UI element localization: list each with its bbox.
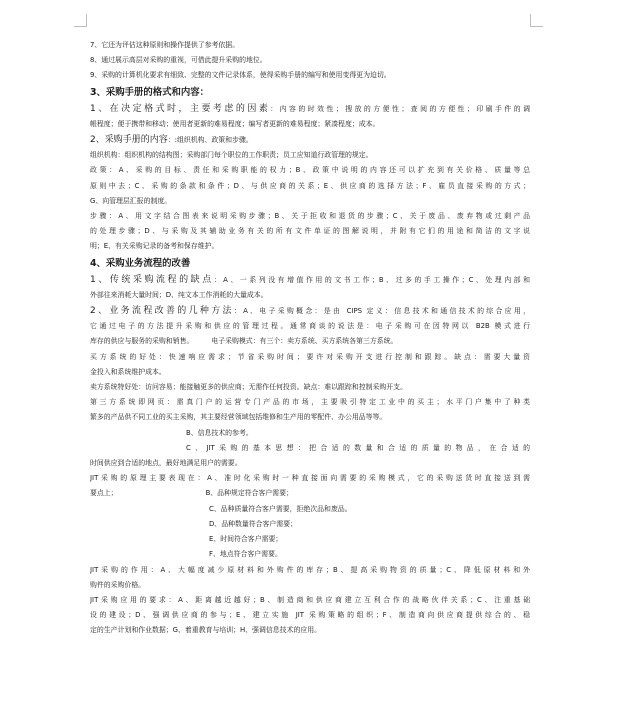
paragraph-line: 购件的采购价格。 [90, 580, 146, 589]
line-segment: B、品种规定符合客户需要； [205, 489, 293, 498]
paragraph-line: 7、它还为评估这种原则和操作提供了参考依据。 [90, 41, 240, 49]
paragraph-line: C、品种质量符合客户需要，拒绝次品和废品。 [209, 504, 352, 513]
page-corner-mark-right [530, 14, 543, 27]
document-page [90, 38, 530, 639]
subheading-methods-text: ：A、电子采购概念：是由 CIPS 定义：信息技术和通信技术的综合应用， [233, 307, 530, 316]
subheading-drawbacks: 1、传统采购流程的缺点 [90, 274, 214, 285]
subsection-methods-line [90, 303, 530, 319]
paragraph-line: 买方系统的好处：快速响应需求；节省采购时间；要许对采购开支进行控制和跟踪。缺点：需要大量资 [90, 352, 530, 361]
paragraph-line: 8、通过展示高层对采购的重视，可借此提升采购的地位。 [90, 56, 267, 65]
paragraph-line: 9、采购的计算机化要求有细致、完整的文件记录体系，使得采购手册的编写和使用变得更为迫切。 [90, 71, 391, 80]
paragraph-line: 卖方系统特好处：访问容易；能接触更多的供应商；无需作任何投资。缺点：难以跟踪和控制采购开支。 [90, 383, 407, 392]
paragraph-line: 时间供应到合适的地点，最好地满足用户的需要。 [90, 459, 242, 468]
paragraph-line: 组织机构：组织机构的结构图；采购部门每个职位的工作职责；员工应知道行政管理的规定。 [90, 151, 373, 160]
paragraph-line: E、时间符合客户需要； [209, 535, 283, 544]
paragraph-line: 政策：A、采购的目标、责任和采购职能的权力；B、政策中说明的内容还可以扩充到有关价格、质量等总 [90, 166, 530, 175]
paragraph-line: 明；E、有关采购记录的备考和保存维护。 [90, 242, 219, 251]
paragraph-line: D、品种数量符合客户需要； [209, 519, 297, 528]
paragraph-line: JIT采购的作用：A、大幅度减少原材料和外购件的库存；B、提高采购物资的质量；C、降低原材料和外 [90, 565, 530, 574]
paragraph-line: 的处理步骤；D、与采购及其辅助业务有关的所有文件单证的图解说明，并附有它们的用途和简洁的文字说 [90, 227, 530, 236]
paragraph-line: 外部往来消耗大量时间；D、纯文本工作消耗的大量成本。 [90, 290, 268, 299]
paragraph-line: 步骤：A、用文字结合图表来说明采购步骤；B、关于拒收和退货的步骤；C、关于废品、废弃物或过剩产品 [90, 212, 530, 221]
line-segment: 库存的供应与服务的采购和销售。 [90, 337, 194, 346]
subsection-format-line [90, 101, 530, 117]
subheading-drawbacks-text: ：A、一系列没有增值作用的文书工作；B、过多的手工操作；C、处理内部和 [213, 275, 530, 284]
page-corner-mark-left [74, 14, 87, 27]
section-heading-4: 4、采购业务流程的改善 [90, 257, 191, 269]
subsection-content-line [90, 132, 530, 148]
line-segment: 要点上； [90, 489, 118, 498]
paragraph-line: 帳程度；便于携带和移动；使用者更新的难易程度；编写者更新的难易程度；紧凑程度；成本。 [90, 119, 380, 128]
paragraph-line: 原则中去；C、采购的条款和条件；D、与供应商的关系；E、供应商的选择方法；F、雇员直接采购的方式； [90, 181, 530, 190]
subheading-format-text: ：内容的时效性；搜放的方便性；查阅的方便性；印刷手件的调 [270, 104, 530, 113]
paragraph-line: JIT采购应用的要求：A、距离越近越好；B、制造商和供应商建立互利合作的战略伙伴关系；C、注重基础 [90, 595, 530, 604]
subsection-drawbacks-line [90, 272, 530, 288]
paragraph-line: 繁多的产品供不同工业的买主采购，其主要经营领域包括维修和生产用的零配件、办公用品等等。 [90, 413, 387, 422]
paragraph-line: F、地点符合客户需要。 [209, 550, 282, 559]
paragraph-line: 它通过电子的方法提升采购和供应的管理过程。通常商谈的说法是：电子采购可在因特网以 B2B 模式进行 [90, 322, 530, 331]
paragraph-line: 设的建设；D、强调供应商的参与；E、建立实施 JIT 采购策略的组织；F、制造商向供应商提供综合的、稳 [90, 611, 530, 620]
paragraph-line [90, 334, 530, 349]
line-segment: 电子采购模式：有三个：卖方系统、买方系统各第三方系统。 [211, 337, 398, 346]
paragraph-line: G、向管理层汇报的制度。 [90, 196, 172, 205]
subheading-content: 2、采购手册的内容 [90, 135, 168, 146]
subheading-methods: 2、业务流程改善的几种方法 [90, 306, 234, 317]
subheading-content-text: ：:组织机构、政策和步骤。 [167, 136, 253, 145]
paragraph-line: 金投入和系统维护成本。 [90, 367, 166, 376]
paragraph-line: B、信息技术的参考。 [186, 428, 253, 437]
paragraph-line: C、JIT采购的基本思想：把合适的数量和合适的质量的物品，在合适的 [186, 443, 530, 452]
paragraph-line: 定的生产计划和作业数据；G、着重教育与培训；H、强调信息技术的应用。 [90, 626, 322, 635]
subheading-format: 1、在决定格式时，主要考虑的因素 [90, 103, 271, 114]
paragraph-line: 第三方系统即网页：需真门户的运营专门产品的市场，主要吸引特定工业中的买主；水平门户集中了种类 [90, 398, 530, 407]
paragraph-line: JIT采购的原理主要表现在：A、准时化采购时一种直接面向需要的采购模式，它的采购送货时直接送到需 [90, 474, 530, 483]
section-heading-3: 3、采购手册的格式和内容： [90, 86, 210, 98]
paragraph-line [90, 486, 530, 501]
